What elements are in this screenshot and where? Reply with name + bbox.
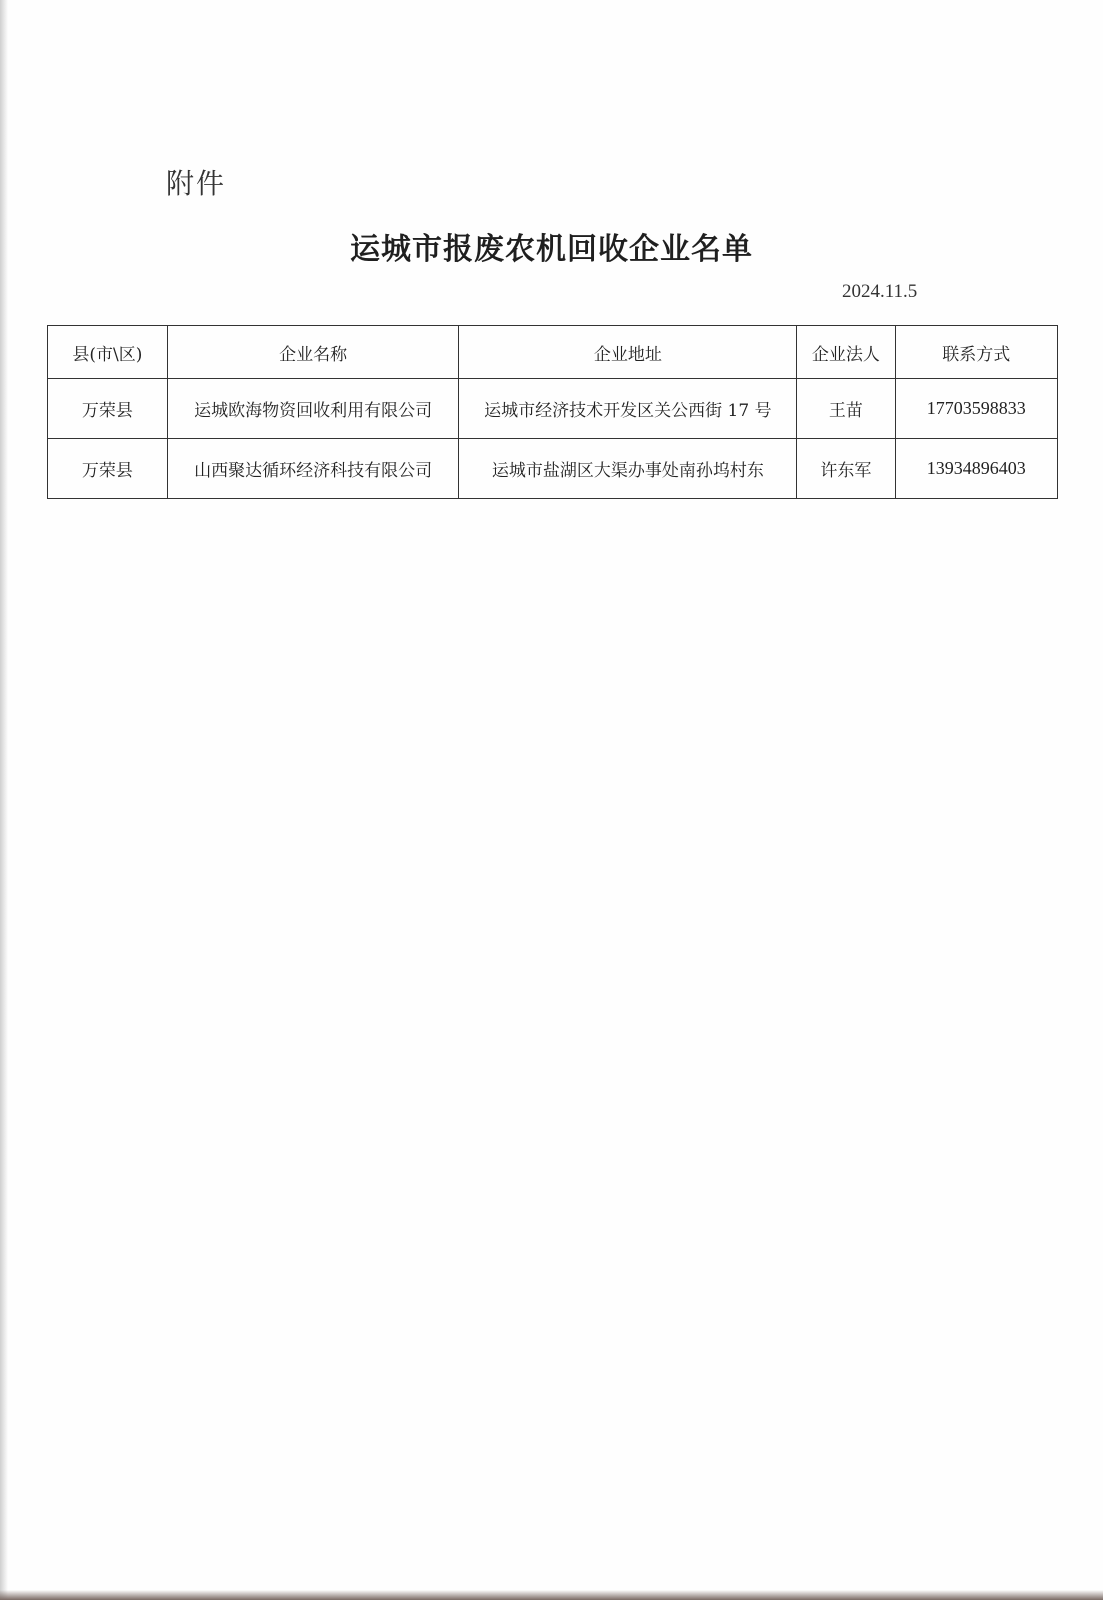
cell-county: 万荣县	[48, 379, 168, 439]
document-title: 运城市报废农机回收企业名单	[350, 232, 753, 267]
cell-company-name: 运城欧海物资回收利用有限公司	[167, 379, 459, 439]
header-company-address: 企业地址	[459, 326, 797, 379]
cell-county: 万荣县	[48, 439, 168, 499]
cell-legal-rep: 许东军	[797, 439, 895, 499]
header-contact: 联系方式	[895, 326, 1058, 379]
cell-company-address: 运城市盐湖区大渠办事处南孙坞村东	[459, 439, 797, 499]
cell-legal-rep: 王苗	[797, 379, 895, 439]
cell-company-name: 山西聚达循环经济科技有限公司	[167, 439, 459, 499]
header-county: 县(市\区)	[48, 326, 168, 379]
table-row	[48, 379, 1058, 439]
attachment-label: 附件	[166, 167, 227, 200]
document-date: 2024.11.5	[842, 281, 918, 302]
cell-contact: 13934896403	[895, 439, 1058, 499]
table-row	[48, 439, 1058, 499]
enterprise-table	[47, 325, 1058, 499]
cell-contact: 17703598833	[895, 379, 1058, 439]
table-header-row	[48, 326, 1058, 379]
header-legal-rep: 企业法人	[797, 326, 895, 379]
paper-bottom-edge-shadow	[0, 1590, 1103, 1600]
header-company-name: 企业名称	[167, 326, 459, 379]
cell-company-address: 运城市经济技术开发区关公西街 17 号	[459, 379, 797, 439]
